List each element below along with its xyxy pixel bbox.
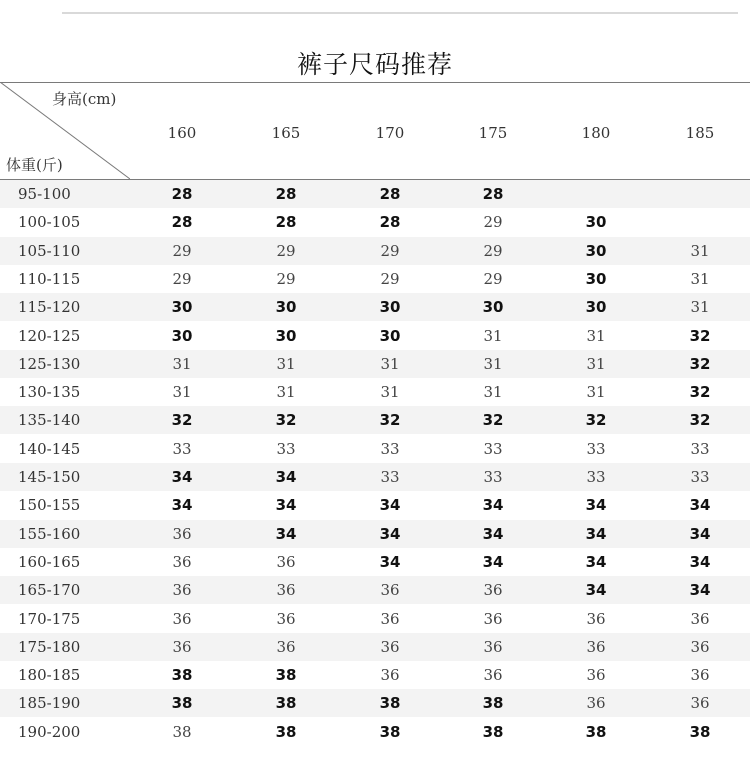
size-cell: 30 (585, 298, 607, 317)
size-cell: 31 (690, 298, 710, 317)
size-cell: 32 (171, 411, 193, 430)
size-cell: 33 (172, 439, 192, 458)
weight-axis-label: 体重(斤) (6, 156, 63, 174)
size-cell: 34 (585, 496, 607, 515)
size-cell: 28 (482, 185, 504, 203)
size-cell: 38 (585, 722, 607, 741)
size-cell: 33 (483, 439, 503, 458)
size-cell: 33 (586, 439, 606, 458)
weight-range-cell: 170-175 (18, 609, 81, 628)
size-cell: 31 (380, 383, 400, 402)
size-cell: 33 (690, 439, 710, 458)
height-header-165: 165 (271, 124, 301, 142)
size-cell: 34 (379, 552, 401, 571)
table-row (0, 293, 750, 321)
size-cell: 28 (379, 185, 401, 203)
size-cell: 34 (482, 496, 504, 515)
weight-range-cell: 105-110 (18, 241, 81, 260)
weight-range-cell: 185-190 (18, 694, 81, 713)
size-cell: 30 (585, 241, 607, 260)
size-cell: 32 (379, 411, 401, 430)
height-header-185: 185 (685, 124, 715, 142)
size-cell: 32 (275, 411, 297, 430)
table-row (0, 576, 750, 604)
size-cell: 29 (483, 269, 503, 288)
size-cell: 36 (483, 581, 503, 600)
size-cell: 36 (276, 552, 296, 571)
size-cell: 34 (585, 552, 607, 571)
size-cell: 30 (275, 298, 297, 317)
size-cell: 36 (586, 609, 606, 628)
table-row (0, 605, 750, 633)
weight-range-cell: 175-180 (18, 637, 81, 656)
size-cell: 31 (276, 383, 296, 402)
size-cell: 34 (171, 468, 193, 486)
size-cell: 29 (276, 269, 296, 288)
table-row (0, 265, 750, 293)
weight-range-cell: 155-160 (18, 524, 81, 543)
height-header-180: 180 (581, 124, 611, 142)
table-row (0, 520, 750, 548)
size-cell: 32 (689, 383, 711, 402)
size-cell: 34 (689, 552, 711, 571)
size-cell: 31 (586, 354, 606, 373)
size-cell: 38 (379, 694, 401, 713)
table-row (0, 689, 750, 717)
weight-range-cell: 150-155 (18, 496, 81, 515)
size-cell: 34 (379, 524, 401, 543)
size-cell: 34 (275, 496, 297, 515)
size-cell: 38 (171, 666, 193, 685)
size-cell: 36 (690, 637, 710, 656)
size-cell: 36 (172, 609, 192, 628)
size-cell: 33 (276, 439, 296, 458)
size-cell: 36 (483, 666, 503, 685)
size-cell: 36 (690, 609, 710, 628)
page-title: 裤子尺码推荐 (296, 50, 453, 79)
size-cell: 34 (689, 524, 711, 543)
table-row (0, 463, 750, 491)
size-cell: 38 (482, 694, 504, 713)
size-cell: 38 (172, 722, 192, 741)
size-cell: 36 (380, 666, 400, 685)
weight-range-cell: 180-185 (18, 666, 81, 685)
size-cell: 36 (172, 524, 192, 543)
table-row (0, 378, 750, 406)
size-cell: 36 (483, 637, 503, 656)
size-cell: 38 (275, 666, 297, 685)
size-cell: 32 (689, 354, 711, 373)
size-cell: 38 (275, 722, 297, 741)
size-cell: 31 (276, 354, 296, 373)
table-row (0, 208, 750, 236)
size-cell: 36 (172, 552, 192, 571)
table-row (0, 661, 750, 689)
size-cell: 30 (379, 326, 401, 345)
weight-range-cell: 125-130 (18, 354, 81, 373)
height-header-170: 170 (375, 124, 405, 142)
size-cell: 38 (171, 694, 193, 713)
weight-range-cell: 120-125 (18, 326, 81, 345)
weight-range-cell: 115-120 (18, 298, 81, 317)
size-cell: 36 (586, 666, 606, 685)
size-cell: 34 (275, 468, 297, 486)
size-cell: 30 (379, 298, 401, 317)
weight-range-cell: 190-200 (18, 722, 81, 741)
table-row (0, 237, 750, 265)
size-cell: 33 (380, 468, 400, 486)
size-cell: 36 (380, 581, 400, 600)
height-header-175: 175 (478, 124, 508, 142)
size-cell: 29 (172, 269, 192, 288)
size-cell: 36 (380, 609, 400, 628)
size-cell: 28 (275, 213, 297, 232)
size-cell: 32 (689, 326, 711, 345)
size-cell: 33 (690, 468, 710, 486)
size-cell: 34 (275, 524, 297, 543)
size-cell: 31 (483, 326, 503, 345)
weight-range-cell: 160-165 (18, 552, 81, 571)
size-cell: 36 (380, 637, 400, 656)
size-cell: 36 (690, 666, 710, 685)
table-row (0, 406, 750, 434)
size-cell: 29 (276, 241, 296, 260)
size-cell: 31 (690, 241, 710, 260)
weight-range-cell: 100-105 (18, 213, 81, 232)
size-cell: 34 (171, 496, 193, 515)
size-cell: 36 (586, 694, 606, 713)
size-cell: 34 (482, 552, 504, 571)
size-cell: 30 (275, 326, 297, 345)
size-cell: 32 (585, 411, 607, 430)
size-cell: 31 (586, 326, 606, 345)
size-cell: 38 (379, 722, 401, 741)
size-cell: 36 (172, 637, 192, 656)
height-header-160: 160 (167, 124, 197, 142)
size-cell: 28 (171, 185, 193, 203)
size-cell: 33 (380, 439, 400, 458)
size-cell: 30 (171, 326, 193, 345)
size-cell: 31 (380, 354, 400, 373)
size-cell: 38 (482, 722, 504, 741)
size-cell: 30 (171, 298, 193, 317)
size-cell: 36 (276, 609, 296, 628)
size-cell: 36 (276, 637, 296, 656)
size-cell: 34 (585, 581, 607, 600)
size-cell: 34 (585, 524, 607, 543)
table-row (0, 180, 750, 208)
size-cell: 33 (483, 468, 503, 486)
size-cell: 38 (275, 694, 297, 713)
size-cell: 31 (172, 354, 192, 373)
size-cell: 36 (690, 694, 710, 713)
size-cell: 36 (483, 609, 503, 628)
table-row (0, 633, 750, 661)
weight-range-cell: 140-145 (18, 439, 81, 458)
size-cell: 29 (172, 241, 192, 260)
weight-range-cell: 165-170 (18, 581, 81, 600)
size-cell: 28 (379, 213, 401, 232)
size-cell: 31 (483, 354, 503, 373)
height-axis-label: 身高(cm) (52, 90, 117, 108)
size-cell: 29 (380, 241, 400, 260)
size-cell: 30 (482, 298, 504, 317)
weight-range-cell: 135-140 (18, 411, 81, 430)
size-cell: 32 (482, 411, 504, 430)
weight-range-cell: 130-135 (18, 383, 81, 402)
size-cell: 33 (586, 468, 606, 486)
size-cell: 36 (276, 581, 296, 600)
size-cell: 31 (690, 269, 710, 288)
weight-range-cell: 145-150 (18, 468, 81, 486)
size-cell: 31 (483, 383, 503, 402)
table-row (0, 491, 750, 519)
size-cell: 28 (275, 185, 297, 203)
table-row (0, 350, 750, 378)
size-cell: 34 (689, 496, 711, 515)
size-cell: 31 (172, 383, 192, 402)
size-cell: 29 (483, 241, 503, 260)
size-cell: 30 (585, 213, 607, 232)
size-cell: 31 (586, 383, 606, 402)
table-row (0, 718, 750, 746)
table-row (0, 322, 750, 350)
size-cell: 34 (379, 496, 401, 515)
table-row (0, 435, 750, 463)
size-cell: 34 (482, 524, 504, 543)
weight-range-cell: 95-100 (18, 185, 71, 203)
size-cell: 29 (483, 213, 503, 232)
size-cell: 36 (586, 637, 606, 656)
size-cell: 34 (689, 581, 711, 600)
table-row (0, 548, 750, 576)
weight-range-cell: 110-115 (18, 269, 81, 288)
size-cell: 29 (380, 269, 400, 288)
size-cell: 36 (172, 581, 192, 600)
size-cell: 30 (585, 269, 607, 288)
size-cell: 38 (689, 722, 711, 741)
size-cell: 32 (689, 411, 711, 430)
top-divider (62, 12, 738, 14)
size-cell: 28 (171, 213, 193, 232)
